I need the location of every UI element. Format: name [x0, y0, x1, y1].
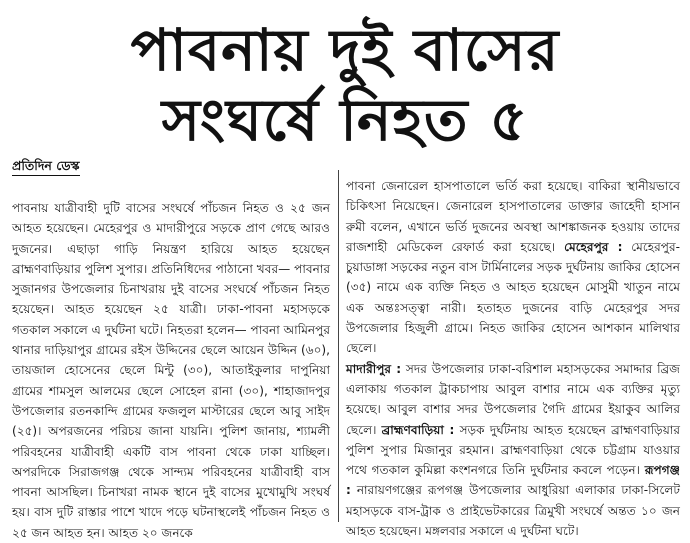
paragraph-1 — [346, 176, 680, 359]
headline — [0, 0, 690, 160]
dateline-meherpur: মেহেরপুর : — [564, 239, 623, 254]
headline-line-1: পাবনায় দুই বাসের — [130, 16, 560, 84]
dateline-madaripur: মাদারীপুর : — [346, 361, 402, 376]
article-column-left — [12, 198, 330, 540]
paragraph-5-text: নারায়ণগঞ্জের রূপগঞ্জ উপজেলার আধুরিয়া এলাকার ঢাকা-সিলেট মহাসড়কে বাস-ট্রাক ও প্রাইভেটকারের ত্রিমুখী সংঘর্ষে অন্তত ১০ জন আহত হয়েছেন। মঙ্গলবার সকালে এ দুর্ঘটনা ঘটে। — [346, 483, 680, 539]
column-divider — [338, 170, 339, 522]
dateline-rupganj: রূপগঞ্জ : — [346, 463, 680, 498]
dateline-brahmanbaria: ব্রাহ্মণবাড়িয়া : — [381, 422, 455, 437]
paragraph-2-text: মেহেরপুর-চুয়াডাঙ্গা সড়কের নতুন বাস টার্মিনালের সড়ক দুর্ঘটনায় জাকির হোসেন (৩৫) নামে এক ব্যক্তি নিহত ও আহত হয়েছেন মোসুমী খাতুন নামে এক অন্তঃসত্ত্বা নারী। হতাহত দুজনের বাড়ি মেহেরপুর সদর উপজেলার হিজুলী গ্রামে। নিহত জাকির হোসেন আশকান মালিথার ছেলে। — [346, 239, 680, 356]
byline: প্রতিদিন ডেস্ক — [12, 158, 80, 176]
paragraph-3 — [346, 359, 680, 542]
paragraph-4-text: সড়ক দুর্ঘটনায় আহত হয়েছেন ব্রাহ্মণবাড়িয়ার পুলিশ সুপার মিজানুর রহমান। ব্রাহ্মণবাড়িয়া থেকে চট্টগ্রাম যাওয়ার পথে গতকাল কুমিল্লা কংশনগরে তিনি দুর্ঘটনার কবলে পড়েন। — [346, 422, 680, 478]
paragraph-1-text: পাবনা জেনারেল হাসপাতালে ভর্তি করা হয়েছে। বাকিরা স্থানীয়ভাবে চিকিৎসা নিয়েছেন। জেনারেল হাসপাতালের ডাক্তার জাহেদী হাসান রুমী বলেন, এখানে ভর্তি দুজনের অবস্থা আশঙ্কাজনক হওয়ায় তাদের রাজশাহী মেডিকেল রেফার্ড করা হয়েছে। — [346, 179, 680, 254]
left-column-text: পাবনায় যাত্রীবাহী দুটি বাসের সংঘর্ষে পাঁচজন নিহত ও ২৫ জন আহত হয়েছেন। মেহেরপুর ও মাদারীপুরে সড়কে প্রাণ গেছে আরও দুজনের। এছাড়া গাড়ি নিয়ন্ত্রণ হারিয়ে আহত হয়েছেন ব্রাহ্মণবাড়িয়ার পুলিশ সুপার। প্রতিনিধিদের পাঠানো খবর— পাবনার সুজানগর উপজেলার চিনাখরায় দুই বাসের সংঘর্ষে পাঁচজন নিহত হয়েছেন। আহত হয়েছেন ২৫ যাত্রী। ঢাকা-পাবনা মহাসড়কে গতকাল সকালে এ দুর্ঘটনা ঘটে। নিহতরা হলেন— পাবনা আমিনপুর থানার দাড়িয়াপুর গ্রামের রইস উদ্দিনের ছেলে আয়েন উদ্দিন (৬০), তায়জাল হোসেনের ছেলে মিন্টু (৩০), আতাইকুলার দাপুনিয়া গ্রামের শামসুল আলমের ছেলে সোহেল রানা (৩০), শাহাজাদপুর উপজেলার রতনকান্দি গ্রামের ফজলুল মাস্টারের ছেলে আবু সাইদ (২৫)। অপরজনের পরিচয় জানা যায়নি। পুলিশ জানায়, শ্যামলী পরিবহনের যাত্রীবাহী একটি বাস পাবনা থেকে ঢাকা যাচ্ছিল। অপরদিকে সিরাজগঞ্জ থেকে সান্দ্যম পরিবহনের যাত্রীবাহী বাস পাবনা আসছিল। চিনাখরা নামক স্থানে দুই বাসের মুখোমুখি সংঘর্ষ হয়। বাস দুটি রাস্তার পাশে খাদে পড়ে ঘটনাস্থলেই পাঁচজন নিহত ও ২৫ জন আহত হন। আহত ২০ জনকে — [12, 201, 330, 540]
paragraph-3-text: সদর উপজেলার ঢাকা-বরিশাল মহাসড়কের সমাদ্দার ব্রিজ এলাকায় গতকাল ট্রাকচাপায় আবুল বাশার নামে এক ব্যক্তির মৃত্যু হয়েছে। আবুল বাশার সদর উপজেলার গৈদি গ্রামের ইয়াকুব আলির ছেলে। — [346, 361, 680, 437]
article-column-right — [346, 176, 680, 539]
headline-line-2: সংঘর্ষে নিহত ৫ — [161, 86, 529, 154]
